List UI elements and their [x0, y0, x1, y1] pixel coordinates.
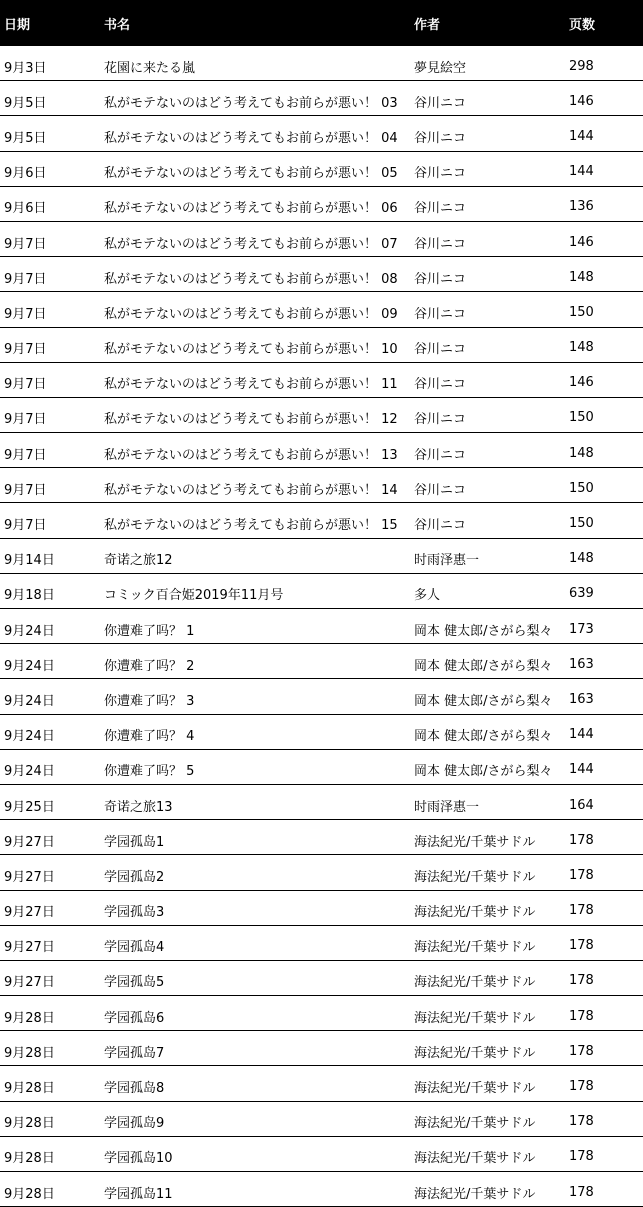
cell-title: 私がモテないのはどう考えてもお前らが悪い！ 03 [104, 95, 398, 111]
cell-date: 9月7日 [4, 236, 47, 252]
cell-pages: 163 [569, 656, 594, 672]
cell-author: 谷川ニコ [414, 482, 467, 498]
cell-title: 你遭难了吗？ 4 [104, 729, 195, 745]
cell-author: 岡本 健太郎/さがら梨々 [414, 623, 553, 639]
table-row [0, 257, 643, 292]
cell-pages: 136 [569, 199, 594, 215]
cell-pages: 148 [569, 340, 594, 356]
cell-date: 9月27日 [4, 905, 55, 921]
table-row [0, 328, 643, 363]
cell-date: 9月28日 [4, 1186, 55, 1202]
cell-pages: 178 [569, 1043, 594, 1059]
cell-author: 岡本 健太郎/さがら梨々 [414, 693, 553, 709]
table-row [0, 1066, 643, 1101]
cell-author: 岡本 健太郎/さがら梨々 [414, 729, 553, 745]
cell-date: 9月24日 [4, 729, 55, 745]
cell-pages: 148 [569, 445, 594, 461]
cell-author: 谷川ニコ [414, 412, 467, 428]
table-row [0, 81, 643, 116]
cell-author: 海法紀光/千葉サドル [414, 869, 536, 885]
table-row [0, 574, 643, 609]
cell-pages: 164 [569, 797, 594, 813]
cell-author: 海法紀光/千葉サドル [414, 975, 536, 991]
cell-title: 学园孤岛4 [104, 940, 165, 956]
cell-title: コミック百合姫2019年11月号 [104, 588, 284, 604]
cell-author: 岡本 健太郎/さがら梨々 [414, 764, 553, 780]
cell-author: 岡本 健太郎/さがら梨々 [414, 658, 553, 674]
cell-author: 夢見絵空 [414, 60, 467, 76]
table-row [0, 116, 643, 151]
cell-date: 9月24日 [4, 693, 55, 709]
cell-title: 私がモテないのはどう考えてもお前らが悪い！ 04 [104, 130, 398, 146]
cell-title: 私がモテないのはどう考えてもお前らが悪い！ 15 [104, 518, 398, 534]
cell-title: 奇诺之旅12 [104, 553, 173, 569]
cell-title: 学园孤岛3 [104, 905, 165, 921]
cell-pages: 150 [569, 304, 594, 320]
table-header [0, 0, 643, 46]
cell-date: 9月25日 [4, 799, 55, 815]
table-row [0, 1031, 643, 1066]
cell-title: 私がモテないのはどう考えてもお前らが悪い！ 10 [104, 342, 398, 358]
cell-author: 谷川ニコ [414, 95, 467, 111]
cell-pages: 146 [569, 234, 594, 250]
cell-title: 你遭难了吗？ 3 [104, 693, 195, 709]
table-row [0, 222, 643, 257]
cell-date: 9月27日 [4, 975, 55, 991]
table-row [0, 503, 643, 538]
header-author: 作者 [414, 17, 441, 33]
cell-title: 私がモテないのはどう考えてもお前らが悪い！ 12 [104, 412, 398, 428]
table-row [0, 187, 643, 222]
cell-author: 谷川ニコ [414, 306, 467, 322]
cell-pages: 150 [569, 516, 594, 532]
cell-author: 海法紀光/千葉サドル [414, 1010, 536, 1026]
table-row [0, 363, 643, 398]
cell-pages: 144 [569, 762, 594, 778]
table-row [0, 1172, 643, 1207]
cell-date: 9月7日 [4, 447, 47, 463]
cell-date: 9月7日 [4, 518, 47, 534]
cell-title: 私がモテないのはどう考えてもお前らが悪い！ 09 [104, 306, 398, 322]
cell-author: 谷川ニコ [414, 166, 467, 182]
table-row [0, 644, 643, 679]
table-row [0, 715, 643, 750]
cell-title: 学园孤岛8 [104, 1081, 165, 1097]
table-row [0, 468, 643, 503]
cell-title: 私がモテないのはどう考えてもお前らが悪い！ 13 [104, 447, 398, 463]
cell-date: 9月27日 [4, 869, 55, 885]
table-row [0, 750, 643, 785]
cell-title: 学园孤岛10 [104, 1151, 173, 1167]
cell-title: 花園に来たる嵐 [104, 60, 196, 76]
cell-date: 9月5日 [4, 95, 47, 111]
cell-date: 9月24日 [4, 623, 55, 639]
cell-author: 海法紀光/千葉サドル [414, 1116, 536, 1132]
cell-pages: 144 [569, 727, 594, 743]
table-row [0, 926, 643, 961]
cell-title: 你遭难了吗？ 2 [104, 658, 195, 674]
cell-pages: 173 [569, 621, 594, 637]
table-row [0, 961, 643, 996]
cell-date: 9月5日 [4, 130, 47, 146]
cell-author: 谷川ニコ [414, 236, 467, 252]
cell-title: 学园孤岛6 [104, 1010, 165, 1026]
header-pages: 页数 [569, 17, 596, 33]
cell-author: 谷川ニコ [414, 201, 467, 217]
table-row [0, 891, 643, 926]
cell-date: 9月28日 [4, 1081, 55, 1097]
cell-pages: 178 [569, 903, 594, 919]
cell-author: 海法紀光/千葉サドル [414, 1045, 536, 1061]
table-row [0, 855, 643, 890]
cell-title: 你遭难了吗？ 5 [104, 764, 195, 780]
cell-pages: 150 [569, 480, 594, 496]
cell-author: 时雨泽惠一 [414, 553, 480, 569]
table-row [0, 609, 643, 644]
cell-pages: 298 [569, 58, 594, 74]
table-row [0, 433, 643, 468]
table-row [0, 1102, 643, 1137]
cell-date: 9月24日 [4, 764, 55, 780]
cell-date: 9月7日 [4, 342, 47, 358]
cell-date: 9月7日 [4, 306, 47, 322]
cell-date: 9月27日 [4, 940, 55, 956]
cell-pages: 178 [569, 1184, 594, 1200]
cell-pages: 150 [569, 410, 594, 426]
cell-date: 9月14日 [4, 553, 55, 569]
table-row [0, 820, 643, 855]
cell-author: 海法紀光/千葉サドル [414, 940, 536, 956]
cell-date: 9月7日 [4, 412, 47, 428]
table-row [0, 785, 643, 820]
header-date: 日期 [4, 17, 31, 33]
cell-pages: 178 [569, 973, 594, 989]
cell-author: 多人 [414, 588, 441, 604]
cell-pages: 148 [569, 269, 594, 285]
cell-title: 学园孤岛9 [104, 1116, 165, 1132]
cell-pages: 178 [569, 1149, 594, 1165]
cell-pages: 178 [569, 1008, 594, 1024]
cell-pages: 178 [569, 1079, 594, 1095]
cell-title: 学园孤岛1 [104, 834, 165, 850]
cell-pages: 146 [569, 375, 594, 391]
cell-date: 9月27日 [4, 834, 55, 850]
cell-date: 9月24日 [4, 658, 55, 674]
cell-author: 谷川ニコ [414, 130, 467, 146]
cell-author: 谷川ニコ [414, 447, 467, 463]
table-row [0, 679, 643, 714]
table-body [0, 46, 643, 1207]
cell-author: 海法紀光/千葉サドル [414, 834, 536, 850]
cell-title: 学园孤岛2 [104, 869, 165, 885]
cell-title: 私がモテないのはどう考えてもお前らが悪い！ 14 [104, 482, 398, 498]
cell-title: 学园孤岛5 [104, 975, 165, 991]
cell-pages: 144 [569, 128, 594, 144]
header-title: 书名 [104, 17, 131, 33]
cell-title: 学园孤岛7 [104, 1045, 165, 1061]
cell-title: 你遭难了吗？ 1 [104, 623, 195, 639]
cell-date: 9月7日 [4, 482, 47, 498]
cell-pages: 178 [569, 867, 594, 883]
cell-pages: 144 [569, 164, 594, 180]
cell-date: 9月18日 [4, 588, 55, 604]
cell-pages: 178 [569, 1114, 594, 1130]
cell-pages: 163 [569, 691, 594, 707]
cell-author: 谷川ニコ [414, 518, 467, 534]
cell-title: 奇诺之旅13 [104, 799, 173, 815]
cell-title: 学园孤岛11 [104, 1186, 173, 1202]
cell-title: 私がモテないのはどう考えてもお前らが悪い！ 06 [104, 201, 398, 217]
cell-pages: 178 [569, 938, 594, 954]
cell-title: 私がモテないのはどう考えてもお前らが悪い！ 11 [104, 377, 398, 393]
cell-author: 海法紀光/千葉サドル [414, 1186, 536, 1202]
cell-title: 私がモテないのはどう考えてもお前らが悪い！ 07 [104, 236, 398, 252]
cell-author: 时雨泽惠一 [414, 799, 480, 815]
table-row [0, 996, 643, 1031]
cell-author: 海法紀光/千葉サドル [414, 905, 536, 921]
cell-date: 9月6日 [4, 166, 47, 182]
cell-date: 9月7日 [4, 377, 47, 393]
cell-date: 9月28日 [4, 1116, 55, 1132]
table-row [0, 292, 643, 327]
cell-date: 9月28日 [4, 1045, 55, 1061]
cell-title: 私がモテないのはどう考えてもお前らが悪い！ 08 [104, 271, 398, 287]
cell-pages: 178 [569, 832, 594, 848]
cell-pages: 639 [569, 586, 594, 602]
cell-title: 私がモテないのはどう考えてもお前らが悪い！ 05 [104, 166, 398, 182]
cell-date: 9月6日 [4, 201, 47, 217]
cell-date: 9月28日 [4, 1151, 55, 1167]
cell-pages: 148 [569, 551, 594, 567]
table-row [0, 1137, 643, 1172]
cell-author: 谷川ニコ [414, 377, 467, 393]
cell-author: 海法紀光/千葉サドル [414, 1151, 536, 1167]
table-row [0, 539, 643, 574]
cell-author: 海法紀光/千葉サドル [414, 1081, 536, 1097]
table-row [0, 46, 643, 81]
cell-date: 9月3日 [4, 60, 47, 76]
table-row [0, 152, 643, 187]
cell-date: 9月28日 [4, 1010, 55, 1026]
cell-date: 9月7日 [4, 271, 47, 287]
cell-author: 谷川ニコ [414, 271, 467, 287]
cell-pages: 146 [569, 93, 594, 109]
table-row [0, 398, 643, 433]
cell-author: 谷川ニコ [414, 342, 467, 358]
